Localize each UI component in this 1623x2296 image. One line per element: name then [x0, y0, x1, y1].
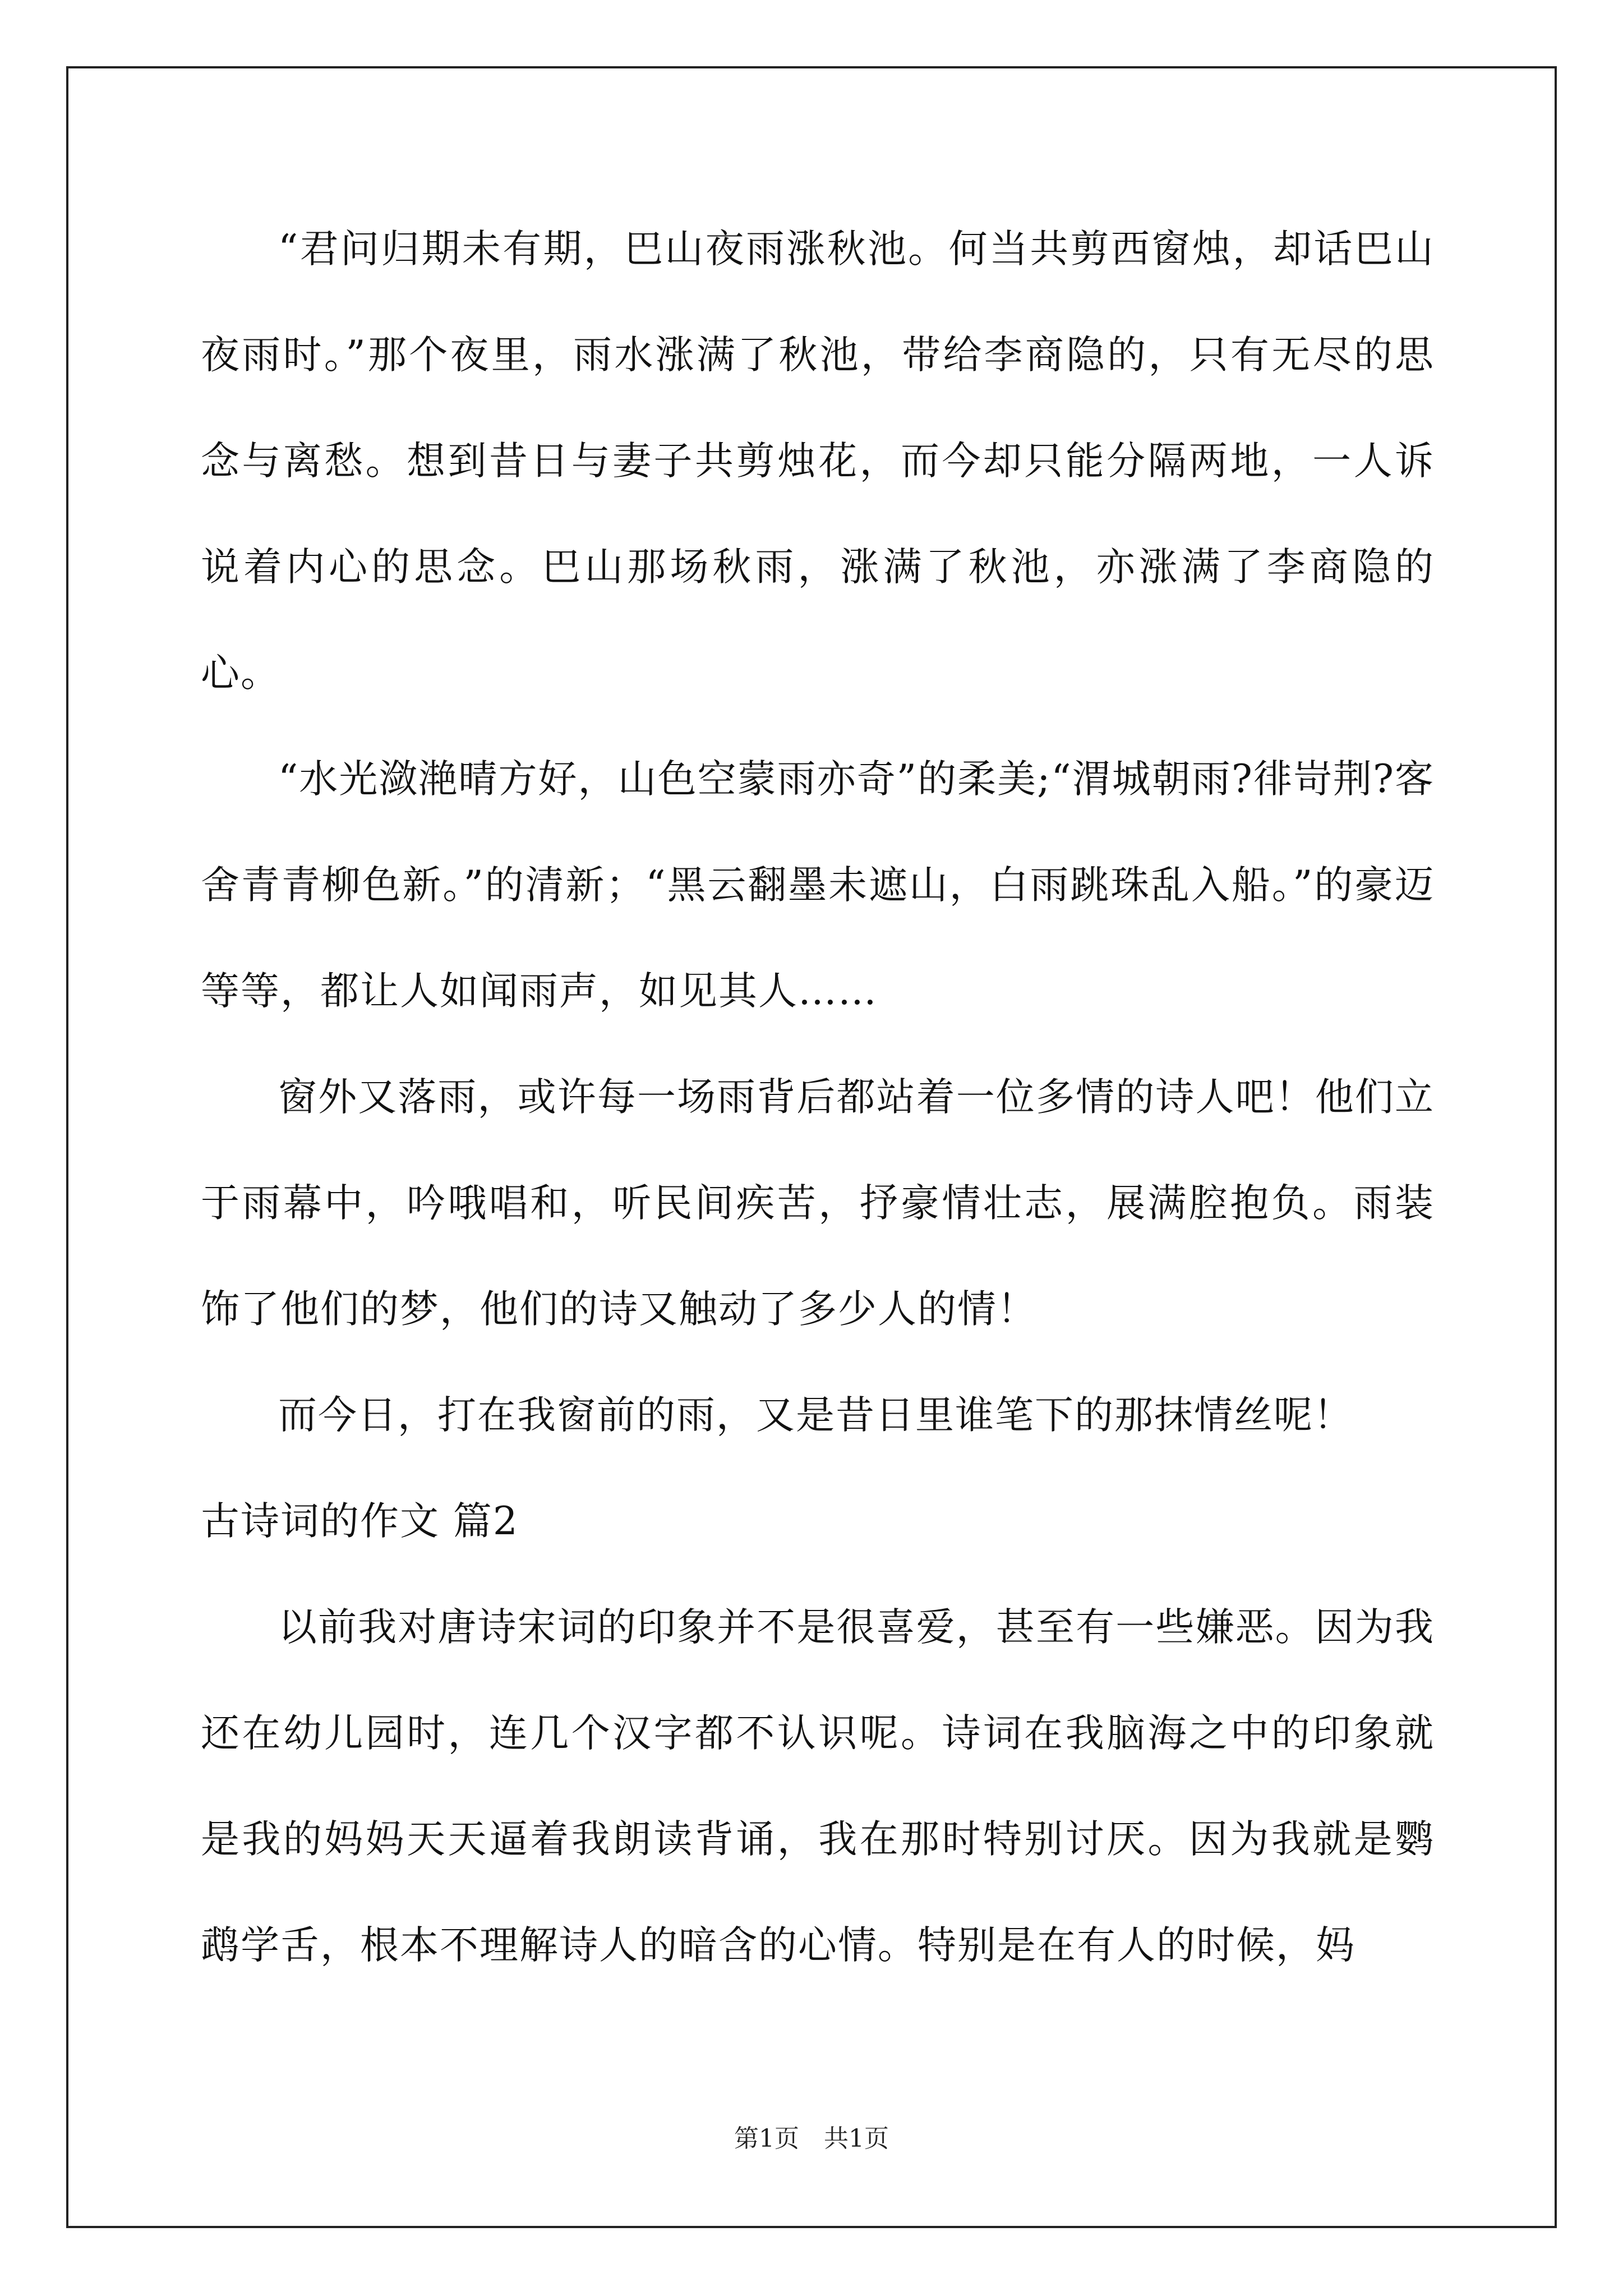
paragraph-3: 窗外又落雨，或许每一场雨背后都站着一位多情的诗人吧！他们立于雨幕中，吟哦唱和，听民间疾苦，抒豪情壮志，展满腔抱负。雨装饰了他们的梦，他们的诗又触动了多少人的情！: [201, 1075, 1435, 1332]
section-heading: 古诗词的作文 篇2: [201, 1499, 519, 1544]
paragraph-2: “水光潋滟晴方好，山色空蒙雨亦奇”的柔美;“渭城朝雨?徘岢荆?客舍青青柳色新。”的清新；“黑云翻墨未遮山，白雨跳珠乱入船。”的豪迈等等，都让人如闻雨声，如见其人……: [201, 757, 1435, 1014]
paragraph-1: “君问归期未有期，巴山夜雨涨秋池。何当共剪西窗烛，却话巴山夜雨时。”那个夜里，雨水涨满了秋池，带给李商隐的，只有无尽的思念与离愁。想到昔日与妻子共剪烛花，而今却只能分隔两地，一人诉说着内心的思念。巴山那场秋雨，涨满了秋池，亦涨满了李商隐的心。: [201, 227, 1435, 696]
paragraph-4: 而今日，打在我窗前的雨，又是昔日里谁笔下的那抹情丝呢！: [278, 1393, 1353, 1438]
page-footer: 第1页 共1页: [734, 2124, 889, 2153]
paragraph-5: 以前我对唐诗宋词的印象并不是很喜爱，甚至有一些嫌恶。因为我还在幼儿园时，连几个汉字都不认识呢。诗词在我脑海之中的印象就是我的妈妈天天逼着我朗读背诵，我在那时特别讨厌。因为我就是鹦鹉学舌，根本不理解诗人的暗含的心情。特别是在有人的时候，妈: [201, 1605, 1435, 1968]
document-body: [201, 196, 1435, 1999]
